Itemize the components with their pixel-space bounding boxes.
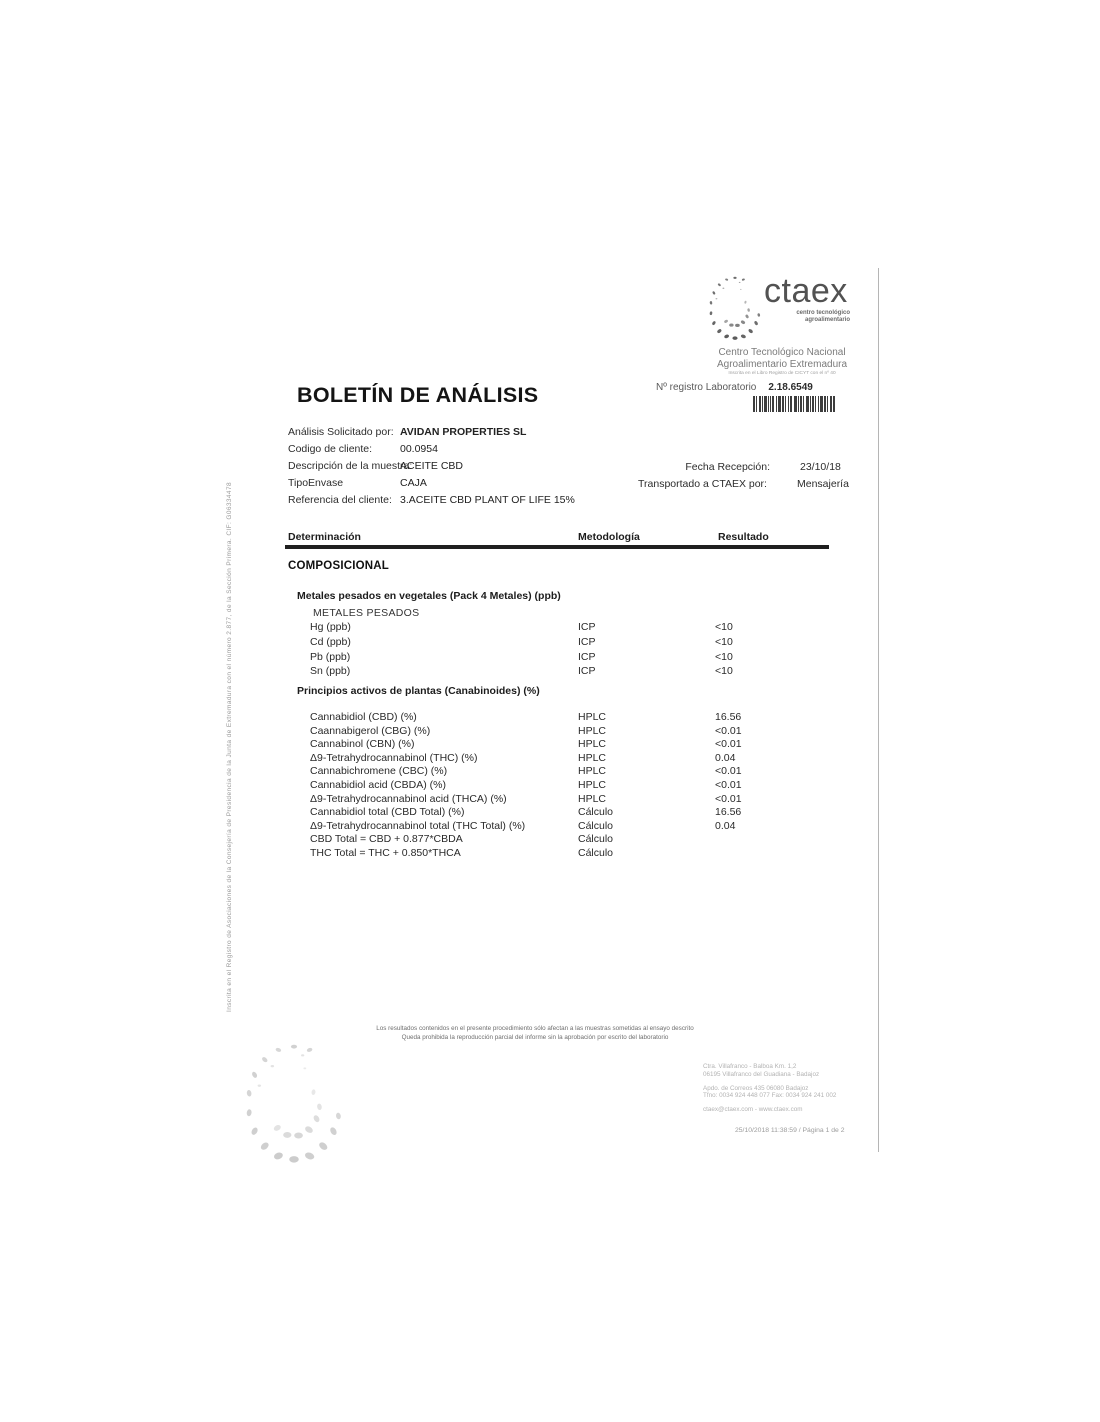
column-header-determinacion: Determinación — [288, 531, 361, 543]
table-row — [310, 820, 850, 834]
determination-cell: Δ9-Tetrahydrocannabinol acid (THCA) (%) — [310, 792, 507, 805]
determination-cell: Sn (ppb) — [310, 665, 351, 678]
field-label-transportado: Transportado a CTAEX por: — [638, 478, 767, 490]
organization-registry-note: Inscrita en el Libro Registro de CICYT con el nº 40 — [728, 371, 836, 376]
table-row — [310, 738, 850, 752]
group-title-metales: Metales pesados en vegetales (Pack 4 Metales) (ppb) — [297, 590, 561, 602]
disclaimer-line1: Los resultados contenidos en el presente procedimiento sólo afectan a las muestras sometidas al ensayo descrito — [376, 1025, 694, 1032]
methodology-cell: HPLC — [578, 765, 607, 778]
result-cell: <0.01 — [715, 724, 742, 737]
methodology-cell: ICP — [578, 635, 596, 648]
lab-address-block — [703, 1063, 836, 1114]
methodology-cell: Cálculo — [578, 806, 614, 819]
field-value: CAJA — [400, 477, 427, 489]
field-label: TipoEnvase — [288, 477, 344, 489]
table-row — [310, 793, 850, 807]
result-cell: <10 — [715, 650, 733, 663]
field-value: 00.0954 — [400, 443, 438, 455]
barcode — [753, 396, 835, 412]
disclaimer-line2: Queda prohibida la reproducción parcial del informe sin la aprobación por escrito del laboratorio — [401, 1033, 669, 1041]
table-row — [310, 725, 850, 739]
brand-tagline — [778, 310, 850, 323]
result-cell: <0.01 — [715, 738, 742, 751]
methodology-cell: HPLC — [578, 792, 607, 805]
methodology-cell: Cálculo — [578, 819, 614, 832]
field-label: Análisis Solicitado por: — [288, 426, 394, 438]
determination-cell: Cannabidiol (CBD) (%) — [310, 711, 417, 723]
result-cell: <10 — [715, 621, 733, 633]
determination-cell: Cannabidiol total (CBD Total) (%) — [310, 806, 465, 819]
timestamp-page-number: 25/10/2018 11:38:59 / Página 1 de 2 — [735, 1127, 845, 1134]
table-row — [310, 765, 850, 779]
metals-rows — [310, 621, 850, 680]
result-cell: 16.56 — [715, 806, 742, 819]
brand-tagline-line1: centro tecnológico — [796, 310, 850, 316]
table-row — [310, 752, 850, 766]
cannabinoid-rows — [310, 711, 850, 861]
field-value: AVIDAN PROPERTIES SL — [400, 426, 527, 438]
result-cell — [715, 847, 850, 861]
organization-name — [700, 347, 864, 370]
table-row — [310, 847, 850, 861]
determination-cell: Hg (ppb) — [310, 621, 351, 633]
address-line: Apdo. de Correos 435 06080 Badajoz — [703, 1084, 809, 1092]
brand-name: ctaex — [764, 272, 848, 310]
disclaimer — [300, 1025, 770, 1043]
globe-watermark — [228, 1038, 360, 1168]
field-value-fecha-recepcion: 23/10/18 — [800, 461, 841, 473]
determination-cell: Δ9-Tetrahydrocannabinol (THC) (%) — [310, 751, 478, 764]
page-edge-line — [878, 268, 879, 1152]
field-value: 3.ACEITE CBD PLANT OF LIFE 15% — [400, 494, 575, 506]
field-label: Referencia del cliente: — [288, 494, 392, 506]
result-cell: <0.01 — [715, 765, 742, 778]
field-value: ACEITE CBD — [400, 460, 464, 472]
field-label: Codigo de cliente: — [288, 443, 373, 455]
result-cell: <0.01 — [715, 792, 742, 805]
methodology-cell: HPLC — [578, 724, 607, 737]
organization-line1: Centro Tecnológico Nacional — [718, 347, 846, 358]
registry-side-text: Inscrita en el Registro de Asociaciones de la Consejería de Presidencia de la Junta de Extremadura con el número 2.877, de la Sección Primera. CIF: G06334478 — [226, 482, 233, 1012]
address-line: 06195 Villafranco del Guadiana - Badajoz — [703, 1070, 820, 1078]
table-row — [310, 711, 850, 725]
determination-cell: Cannabichromene (CBC) (%) — [310, 765, 448, 778]
address-line: Tfno: 0034 924 448 077 Fax: 0034 924 241 002 — [703, 1092, 837, 1100]
result-cell: 0.04 — [715, 819, 736, 832]
brand-tagline-line2: agroalimentario — [804, 316, 850, 323]
methodology-cell: HPLC — [578, 738, 607, 751]
document-title: BOLETÍN DE ANÁLISIS — [297, 383, 539, 407]
determination-cell: Cannabidiol acid (CBDA) (%) — [310, 778, 446, 791]
section-title: COMPOSICIONAL — [288, 560, 389, 572]
table-row — [310, 665, 850, 680]
determination-cell: CBD Total = CBD + 0.877*CBDA — [310, 833, 463, 846]
result-cell: <10 — [715, 635, 733, 648]
methodology-cell: Cálculo — [578, 846, 614, 859]
group-title-canabinoides: Principios activos de plantas (Canabinoides) (%) — [297, 685, 540, 697]
table-row — [310, 833, 850, 847]
determination-cell: Pb (ppb) — [310, 650, 351, 663]
methodology-cell: HPLC — [578, 711, 607, 723]
determination-cell: THC Total = THC + 0.850*THCA — [310, 846, 461, 859]
result-cell: 0.04 — [715, 751, 736, 764]
table-row — [310, 651, 850, 666]
determination-cell: Caannabigerol (CBG) (%) — [310, 724, 431, 737]
address-line: ctaex@ctaex.com - www.ctaex.com — [703, 1106, 803, 1114]
organization-line2: Agroalimentario Extremadura — [716, 358, 848, 370]
lab-registration — [656, 382, 813, 393]
methodology-cell: ICP — [578, 621, 596, 633]
result-cell: 16.56 — [715, 711, 742, 723]
determination-cell: Cannabinol (CBN) (%) — [310, 738, 415, 751]
result-cell — [715, 833, 850, 847]
lab-registration-number: 2.18.6549 — [768, 382, 813, 393]
methodology-cell: HPLC — [578, 751, 607, 764]
result-cell: <0.01 — [715, 778, 742, 791]
methodology-cell: ICP — [578, 665, 596, 678]
field-label-fecha-recepcion: Fecha Recepción: — [685, 461, 770, 473]
methodology-cell: Cálculo — [578, 833, 614, 846]
determination-cell: Cd (ppb) — [310, 635, 351, 648]
lab-registration-label: Nº registro Laboratorio — [656, 382, 757, 393]
column-header-metodologia: Metodología — [578, 531, 640, 543]
column-header-resultado: Resultado — [718, 531, 769, 543]
table-row — [310, 621, 850, 636]
methodology-cell: ICP — [578, 650, 596, 663]
field-label: Descripción de la muestra: — [288, 460, 413, 472]
address-line: Ctra. Villafranco - Balboa Km. 1,2 — [703, 1063, 797, 1070]
table-row — [310, 636, 850, 651]
group-subtitle-metales: METALES PESADOS — [313, 607, 420, 619]
table-row — [310, 779, 850, 793]
methodology-cell: HPLC — [578, 778, 607, 791]
ctaex-globe-logo-icon — [706, 272, 764, 344]
result-cell: <10 — [715, 665, 733, 678]
determination-cell: Δ9-Tetrahydrocannabinol total (THC Total) (%) — [310, 819, 526, 832]
field-value-transportado: Mensajería — [797, 478, 849, 490]
table-header-rule — [285, 545, 829, 549]
table-row — [310, 806, 850, 820]
